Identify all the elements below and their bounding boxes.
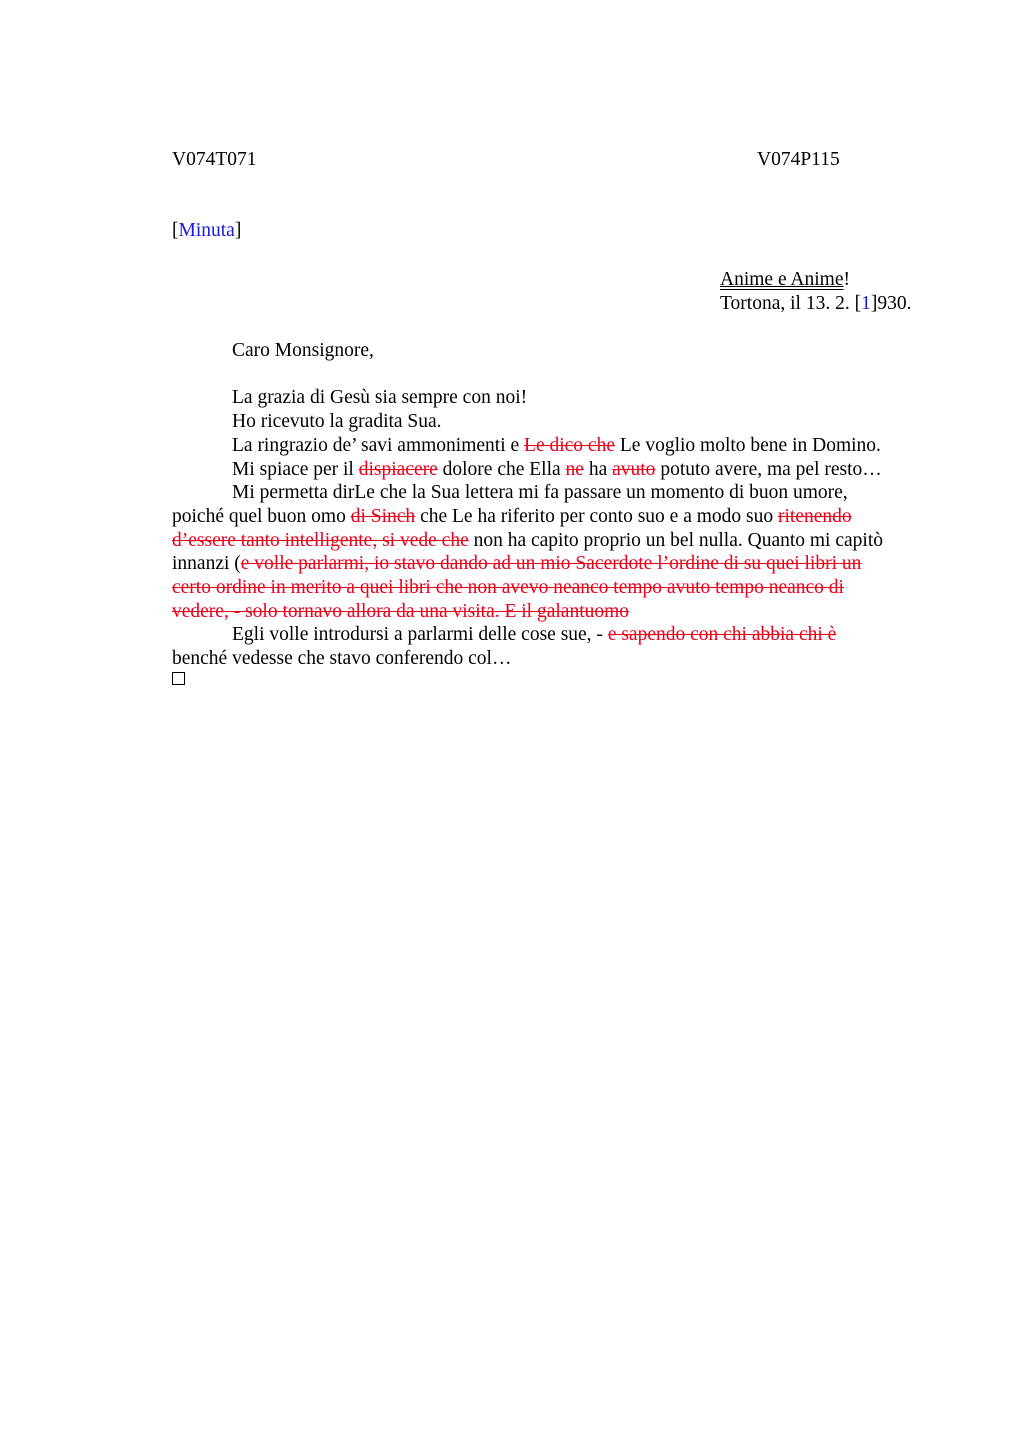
minuta-text: Minuta xyxy=(178,220,235,241)
deleted-text: Le dico che xyxy=(524,435,615,456)
text-run: Le voglio molto bene in Domino. xyxy=(615,435,881,456)
deleted-text: vedere, - solo tornavo allora da una visita. E il galantuomo xyxy=(172,601,630,622)
deleted-text: ritenendo xyxy=(778,506,852,527)
body-line-10 xyxy=(172,602,629,622)
body-line-5: Mi permetta dirLe che la Sua lettera mi fa passare un momento di buon umore, xyxy=(232,482,848,503)
document-code-left: V074T071 xyxy=(172,149,257,170)
deleted-text: d’essere tanto intelligente, si vede che xyxy=(172,530,469,551)
bracket-close: ] xyxy=(234,220,242,241)
deleted-text: di Sinch xyxy=(350,506,416,527)
body-line-8 xyxy=(172,554,861,574)
deleted-text: certo ordine in merito a quei libri che non avevo neanco tempo avuto tempo neanco di xyxy=(172,577,844,598)
bracket-open: [ xyxy=(172,220,179,241)
text-run: La ringrazio de’ savi ammonimenti e xyxy=(232,435,525,456)
dateline xyxy=(720,294,911,314)
body-line-4 xyxy=(232,460,882,480)
deleted-text: e volle parlarmi, io stavo dando ad un mio Sacerdote l’ordine di su quei libri un xyxy=(240,553,862,574)
minuta-label xyxy=(172,221,241,241)
body-line-3 xyxy=(232,436,881,456)
deleted-text: dispiacere xyxy=(358,459,438,480)
text-run: non ha capito proprio un bel nulla. Quanto mi capitò xyxy=(468,530,883,551)
document-code-right: V074P115 xyxy=(757,149,840,170)
body-line-7 xyxy=(172,531,883,551)
text-run: che Le ha riferito per conto suo e a modo suo xyxy=(415,506,778,527)
dateline-rest: ]930. xyxy=(870,293,912,314)
dateline-place: Tortona, il 13. 2. [ xyxy=(720,293,862,314)
deleted-text: e sapendo con chi abbia chi è xyxy=(607,624,837,645)
text-run: innanzi ( xyxy=(172,553,241,574)
empty-square-icon xyxy=(172,672,185,685)
motto-punct: ! xyxy=(843,269,850,290)
salutation: Caro Monsignore, xyxy=(232,340,374,361)
text-run: poiché quel buon omo xyxy=(172,506,351,527)
deleted-text: ne xyxy=(565,459,584,480)
body-line-12: benché vedesse che stavo conferendo col… xyxy=(172,648,512,669)
text-run: potuto avere, ma pel resto… xyxy=(655,459,882,480)
dateline-year-digit: 1 xyxy=(861,293,871,314)
text-run: dolore che Ella xyxy=(437,459,566,480)
deleted-text: avuto xyxy=(612,459,656,480)
text-run: Egli volle introdursi a parlarmi delle cose sue, - xyxy=(232,624,608,645)
body-line-11 xyxy=(232,625,836,645)
body-line-1: La grazia di Gesù sia sempre con noi! xyxy=(232,387,528,408)
body-line-6 xyxy=(172,507,852,527)
text-run: Mi spiace per il xyxy=(232,459,359,480)
motto xyxy=(720,270,850,290)
body-line-2: Ho ricevuto la gradita Sua. xyxy=(232,411,442,432)
body-line-9 xyxy=(172,578,844,598)
text-run: ha xyxy=(583,459,613,480)
motto-text: Anime e Anime xyxy=(720,269,844,290)
